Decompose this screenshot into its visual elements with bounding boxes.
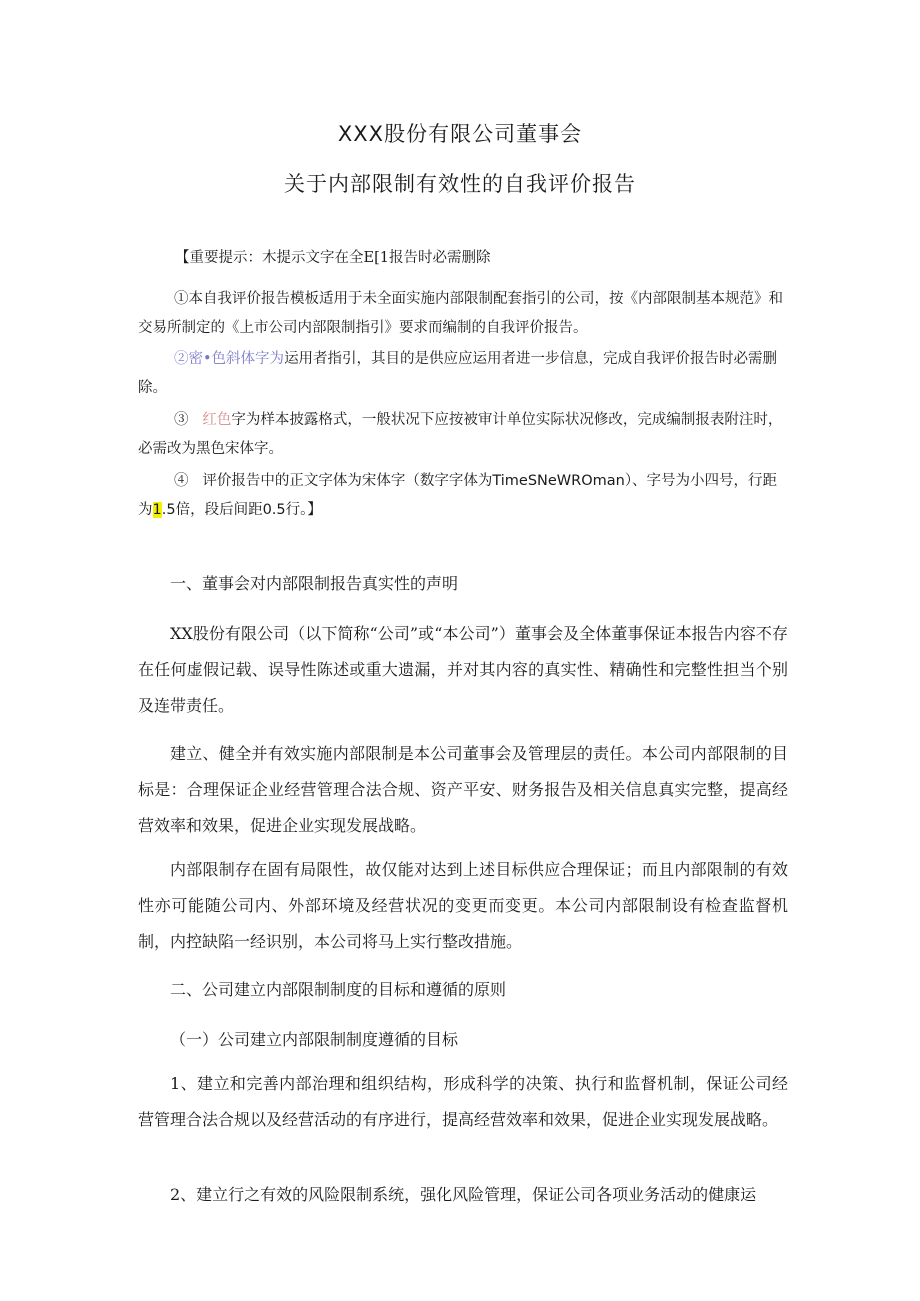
notice-item-2: [138, 345, 788, 403]
notice-heading: 【重要提示：木提示文字在全E[1报告时必需删除: [175, 250, 491, 266]
section-1-paragraph-2: 建立、健全并有效实施内部限制是本公司董事会及管理层的责任。本公司内部限制的目标是：合理保证企业经营管理合法合规、资产平安、财务报告及相关信息真实完整，提高经营效率和效果，促进企业实现发展战略。: [138, 744, 788, 835]
notice-item-2-rest: 运用者指引，其目的是供应应运用者进一步信息，完成自我评价报告时必需删除。: [138, 351, 778, 396]
notice-item-4-number: ④: [174, 473, 189, 489]
notice-item-2-colored: ②密•色斜体字为: [174, 351, 285, 367]
notice-item-3: [138, 406, 788, 464]
section-2-heading: 二、公司建立内部限制制度的目标和遵循的原则: [170, 980, 507, 999]
section-2-item-2: 2、建立行之有效的风险限制系统，强化风险管理，保证公司各项业务活动的健康运: [170, 1185, 757, 1204]
notice-item-4-pre: 评价报告中的正文字体为宋体字（数字字体为: [202, 473, 493, 489]
notice-item-1: ①本自我评价报告模板适用于未全面实施内部限制配套指引的公司，按《内部限制基本规范》和交易所制定的《上市公司内部限制指引》要求而编制的自我评价报告。: [138, 291, 783, 336]
section-2-subheading-1: （一）公司建立内部限制制度遵循的目标: [170, 1030, 459, 1049]
notice-item-4-end: 行。】: [285, 502, 322, 518]
notice-item-3-rest: 字为样本披露格式，一般状况下应按被审计单位实际状况修改，完成编制报表附注时，必需改为黑色宋体字。: [138, 412, 783, 457]
notice-item-4-mid: ）、字号为小四号，行距为: [138, 473, 778, 518]
notice-item-4-spacing: 0.5: [262, 502, 286, 518]
title-line-2: 关于内部限制有效性的自我评价报告: [284, 172, 636, 196]
section-1-heading: 一、董事会对内部限制报告真实性的声明: [170, 574, 459, 593]
notice-item-3-colored: 红色: [202, 412, 232, 428]
notice-item-4-highlight: 1: [152, 502, 162, 518]
notice-item-4-post: 倍，段后间距: [175, 502, 263, 518]
section-1-paragraph-3: 内部限制存在固有局限性，故仅能对达到上述目标供应合理保证；而且内部限制的有效性亦可能随公司内、外部环境及经营状况的变更而变更。本公司内部限制设有检查监督机制，内控缺陷一经识别，本公司将马上实行整改措施。: [138, 860, 788, 951]
notice-item-3-number: ③: [174, 412, 189, 428]
section-2-item-1: 1、建立和完善内部治理和组织结构，形成科学的决策、执行和监督机制，保证公司经营管理合法合规以及经营活动的有序进行，提高经营效率和效果，促进企业实现发展战略。: [138, 1074, 788, 1129]
section-1-paragraph-1: XX股份有限公司（以下简称“公司”或“本公司”）董事会及全体董事保证本报告内容不存在任何虚假记载、误导性陈述或重大遗漏，并对其内容的真实性、精确性和完整性担当个别及连带责任。: [138, 624, 788, 715]
notice-item-4-font: TimeSNeWROman: [492, 473, 625, 489]
notice-item-4-number2: .5: [161, 502, 176, 518]
notice-item-4: [138, 467, 788, 525]
title-line-1: XXX股份有限公司董事会: [337, 122, 583, 146]
